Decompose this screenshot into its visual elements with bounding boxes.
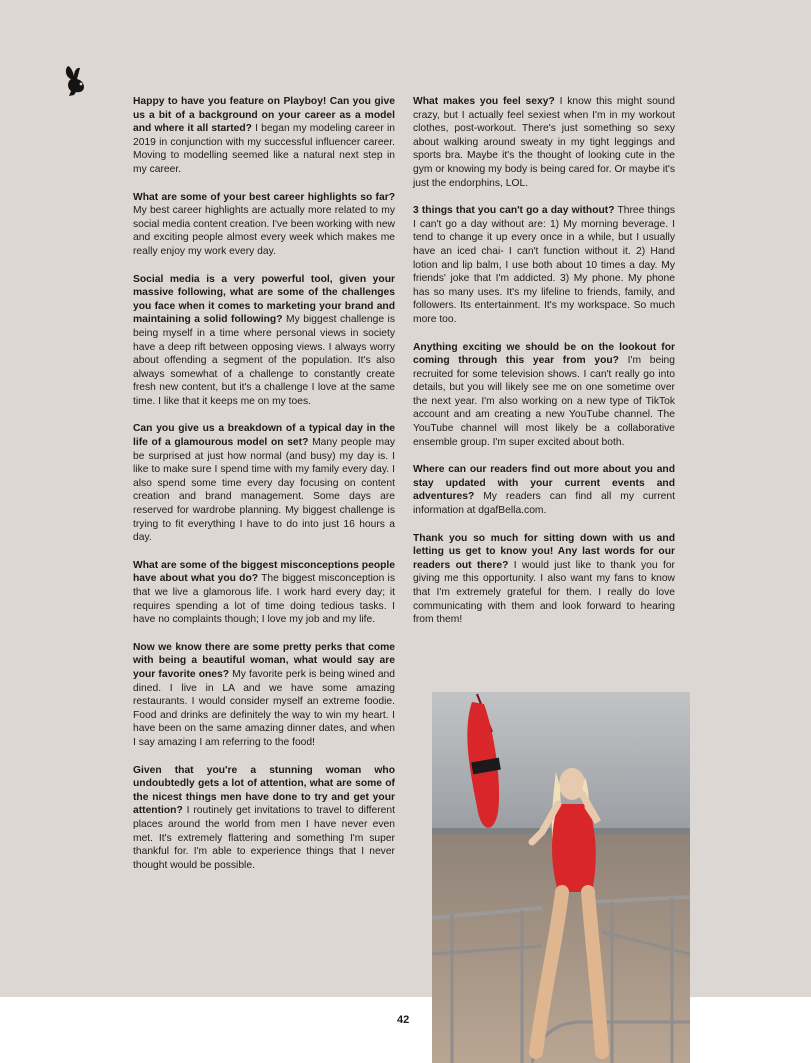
answer: I'm being recruited for some television shows. I can't really go into details, but you will likely see me on one sometime over the next year. I'm also working on a new type of TikTok account and am creating a new YouTube channel. The YouTube channel will most likely be a collaborative ensemble group. I'm super excited about both. [413,355,675,448]
qa-item [133,95,395,177]
qa-item [133,191,395,259]
qa-item [413,463,675,517]
qa-item [133,422,395,544]
answer: I began my modeling career in 2019 in conjunction with my successful influencer career. Moving to modelling seemed like a natural next step in my career. [133,123,395,175]
question: What are some of the biggest misconceptions people have about what you do? [133,559,395,585]
qa-item [133,641,395,750]
question: Social media is a very powerful tool, given your massive following, what are some of the challenges you face when it comes to marketing your brand and maintaining a solid following? [133,273,395,326]
question: Now we know there are some pretty perks that come with being a beautiful woman, what would say are your favorite ones? [133,641,395,680]
qa-item [133,559,395,627]
qa-item [413,341,675,450]
question: Can you give us a breakdown of a typical day in the life of a glamourous model on set? [133,423,395,449]
question: Where can our readers find out more about you and stay updated with your current events and adventures? [413,464,675,503]
answer: I would just like to thank you for giving me this opportunity. I also want my fans to know that I'm extremely grateful for them. I really do love communicating with them and look forward to hearing from them! [413,559,675,626]
qa-item [413,532,675,627]
page-number: 42 [397,1014,410,1026]
qa-item [413,204,675,326]
answer: Three things I can't go a day without are: 1) My morning beverage. I tend to change it up every once in a while, but I usually have an iced chai- I can't function without it. 2) Hand lotion and lip balm, I use both about 10 times a day. My friends' joke that I'm addicted. 3) My phone. My phone has so many uses. It's my lifeline to friends, family, and followers. Its entertainment. It's my workspace. So much more too. [413,205,675,325]
answer: Many people may be surprised at just how normal (and busy) my day is. I like to make sure I spend time with my family every day. I also spend some time every day focusing on content creation and brand management. Some days are reserved for wardrobe planning. My biggest challenge is trying to fit everything I have to do into just 16 hours a day. [133,437,395,544]
answer: I know this might sound crazy, but I actually feel sexiest when I'm in my workout clothes, post-workout. There's just something so sexy about walking around sweaty in my tight leggings and sports bra. Maybe it's the thought of looking cute in the gym or knowing my body is being cared for. Or maybe it's just the endorphins, LOL. [413,96,675,189]
question: What makes you feel sexy? [413,96,555,107]
question: Anything exciting we should be on the lookout for coming through this year from you? [413,341,675,367]
answer: My best career highlights are actually more related to my social media content creation. I've been working with new and exciting people almost every week which makes me really enjoy my work every day. [133,205,395,257]
answer: The biggest misconception is that we live a glamorous life. I work hard every day; it requires spending a lot of time doing tedious tasks. I have no complaints though; I love my job and my life. [133,573,395,626]
left-column [133,95,395,886]
qa-item [133,764,395,873]
question: Happy to have you feature on Playboy! Can you give us a bit of a background on your career as a model and where it all started? [133,96,395,135]
answer: I routinely get invitations to travel to different places around the world from men I have never even met. It's extremely flattering and something I'm super thankful for. I'm able to experience things that I never thought would be possible. [133,805,395,871]
question: Given that you're a stunning woman who undoubtedly gets a lot of attention, what are some of the nicest things men have done to try and get your attention? [133,764,395,817]
answer: My favorite perk is being wined and dined. I live in LA and we have some amazing restaurants. I would consider myself an extreme foodie. Food and drinks are definitely the way to win my heart. I have been on the same amazing dinner dates, and when I say amazing I am referring to the food! [133,668,395,748]
bunny-logo-icon [62,64,90,98]
qa-item [413,95,675,190]
question: 3 things that you can't go a day without? [413,205,615,217]
right-column [413,95,675,641]
answer: My biggest challenge is being myself in a time where personal views in society have a deep rift between opposing views. I always worry about offending a segment of the population. It's also always somewhat of a challenge to constantly create fresh new content, but it's a challenge I love at the same time. I like that it keeps me on my toes. [133,314,395,407]
beach-photo [432,692,690,1063]
question: Thank you so much for sitting down with us and letting us get to know you! Any last words for our readers out there? [413,532,675,571]
qa-item [133,273,395,409]
answer: My readers can find all my current information at dgafBella.com. [413,491,675,517]
question: What are some of your best career highlights so far? [133,191,395,203]
